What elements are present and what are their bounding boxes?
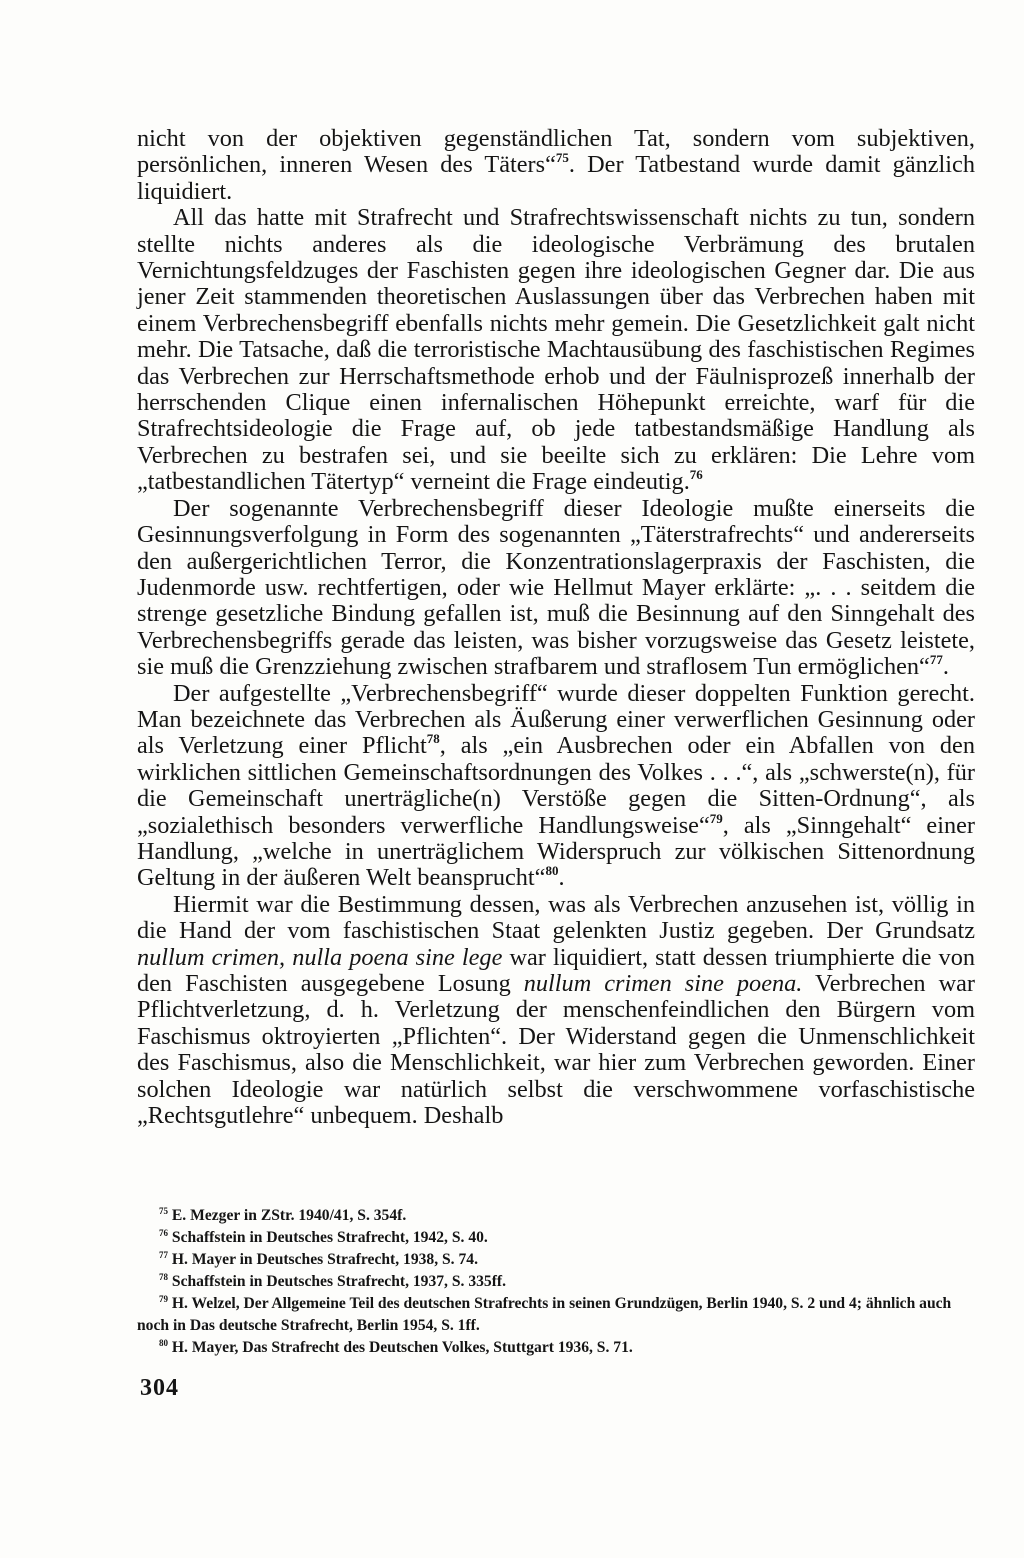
text-run: Hiermit war die Bestimmung dessen, was als Verbrechen anzusehen ist, völlig in die Hand der vom faschistischen Staat gelenkten Justiz gegeben. Der Grundsatz	[137, 890, 975, 945]
footnote-text: H. Welzel, Der Allgemeine Teil des deutschen Strafrechts in seinen Grundzügen, Berlin 1940, S. 2 und 4; ähnlich auch noch in Das deutsche Strafrecht, Berlin 1954, S. 1ff.	[137, 1295, 952, 1334]
text-run: Verbrechen war Pflichtverletzung, d. h. Verletzung der menschenfeindlichen den Bürgern vom Faschismus oktroyierten „Pflichten“. Der Widerstand gegen die Unmenschlichkeit des Faschismus, also die Menschlichkeit, war hier zum Verbrechen geworden. Einer solchen Ideologie war natürlich selbst die verschwommene vorfaschistische „Rechtsgutlehre“ unbequem. Deshalb	[137, 970, 975, 1130]
footnote-number: 80	[159, 1338, 168, 1348]
footnote-reference: 77	[929, 652, 943, 668]
text-run: .	[942, 653, 949, 681]
paragraph	[137, 681, 975, 892]
paragraph	[137, 892, 975, 1130]
footnote	[137, 1205, 977, 1227]
footnote-reference: 76	[689, 467, 703, 483]
text-run: .	[558, 864, 565, 892]
footnote	[137, 1271, 977, 1293]
text-run: , als „ein Ausbrechen oder ein Abfallen von den wirklichen sittlichen Gemeinschaftsordnungen des Volkes . . .“, als „schwerste(n), für die Gemeinschaft unerträgliche(n) Verstöße gegen die Sitten-Ordnung“, als „sozialethisch besonders verwerfliche Handlungsweise“	[137, 732, 975, 839]
footnote-text: Schaffstein in Deutsches Strafrecht, 1942, S. 40.	[171, 1229, 488, 1246]
paragraph	[137, 126, 975, 205]
footnote-reference: 80	[545, 863, 559, 879]
footnote	[137, 1337, 977, 1359]
footnote-text: Schaffstein in Deutsches Strafrecht, 1937, S. 335ff.	[171, 1273, 506, 1290]
footnote-number: 79	[159, 1294, 168, 1304]
footnotes	[137, 1205, 977, 1359]
paragraph	[137, 496, 975, 681]
footnote-reference: 79	[709, 810, 723, 826]
text-run: Der sogenannte Verbrechensbegriff dieser Ideologie mußte einerseits die Gesinnungsverfolgung in Form des sogenannten „Täterstrafrechts“ und andererseits den außergerichtlichen Terror, die Konzentrationslagerpraxis der Faschisten, die Judenmorde usw. rechtfertigen, oder wie Hellmut Mayer erklärte: „. . . seitdem die strenge gesetzliche Bindung gefallen ist, muß die Besinnung auf den Sinngehalt des Verbrechensbegriffs gerade das leisten, was bisher vorzugsweise das Gesetz leistete, sie muß die Grenzziehung zwischen strafbarem und straflosem Tun ermöglichen“	[137, 494, 975, 681]
footnote-number: 78	[159, 1272, 168, 1282]
footnote-text: H. Mayer, Das Strafrecht des Deutschen Volkes, Stuttgart 1936, S. 71.	[171, 1339, 633, 1356]
text-run: war liquidiert, statt dessen triumphierte die von den Faschisten ausgegebene Losung	[137, 943, 975, 997]
footnote-text: H. Mayer in Deutsches Strafrecht, 1938, S. 74.	[171, 1251, 478, 1268]
footnote-text: E. Mezger in ZStr. 1940/41, S. 354f.	[171, 1207, 407, 1224]
latin-phrase: nullum crimen sine poena.	[523, 970, 803, 997]
footnote	[137, 1227, 977, 1249]
footnote-number: 77	[159, 1250, 168, 1260]
main-text	[137, 126, 975, 1129]
footnote-number: 76	[159, 1228, 168, 1238]
text-run: All das hatte mit Strafrecht und Strafrechtswissenschaft nichts zu tun, sondern stellte nichts anderes als die ideologische Verbrämung des brutalen Vernichtungsfeldzuges der Faschisten gegen ihre ideologischen Gegner dar. Die aus jener Zeit stammenden theoretischen Auslassungen über das Verbrechen haben mit einem Verbrechensbegriff ebenfalls nichts mehr gemein. Die Gesetzlichkeit galt nicht mehr. Die Tatsache, daß die terroristische Machtausübung des faschistischen Regimes das Verbrechen zur Herrschaftsmethode erhob und der Fäulnisprozeß innerhalb der herrschenden Clique einen infernalischen Höhepunkt erreichte, warf für die Strafrechtsideologie die Frage auf, ob jede tatbestandsmäßige Handlung als Verbrechen zu bestrafen sei, und sie beeilte sich zu erklären: Die Lehre vom „tatbestandlichen Tätertyp“ verneint die Frage eindeutig.	[137, 204, 975, 496]
footnote-reference: 75	[555, 150, 569, 166]
text-run: . Der Tatbestand wurde damit gänzlich liquidiert.	[137, 151, 975, 205]
footnote-number: 75	[159, 1206, 168, 1216]
paragraph	[137, 205, 975, 495]
text-run: nicht von der objektiven gegenständlichen Tat, sondern vom subjektiven, persönlichen, inneren Wesen des Täters“	[137, 125, 975, 179]
latin-phrase: nullum crimen, nulla poena sine lege	[137, 943, 503, 971]
footnote	[137, 1249, 977, 1271]
footnote-reference: 78	[426, 731, 440, 747]
page-number: 304	[140, 1375, 179, 1401]
text-run: , als „Sinngehalt“ einer Handlung, „welche in unerträglichem Widerspruch zur völkischen Sittenordnung Geltung in der äußeren Welt beansprucht“	[137, 811, 975, 892]
footnote	[137, 1293, 977, 1337]
text-run: Der aufgestellte „Verbrechensbegriff“ wurde dieser doppelten Funktion gerecht. Man bezeichnete das Verbrechen als Äußerung einer verwerflichen Gesinnung oder als Verletzung einer Pflicht	[137, 679, 975, 760]
